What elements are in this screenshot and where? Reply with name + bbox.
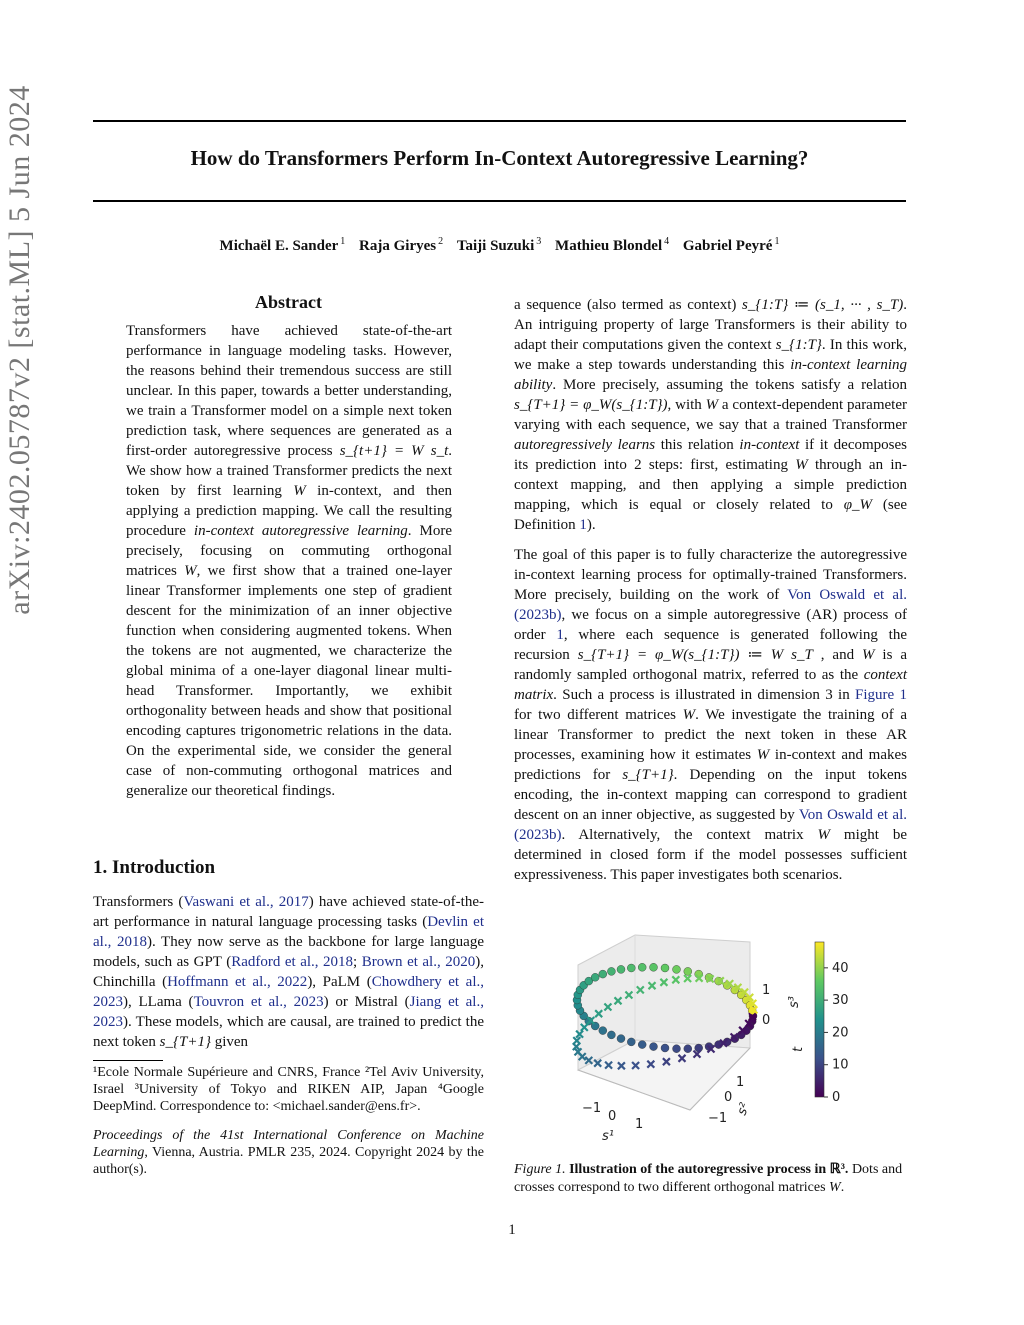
introduction-body: Transformers (Vaswani et al., 2017) have achieved state-of-the-art performance in natural language processing tasks (Devlin et al., 2018). They now serve as the backbone for large language models, such as GPT (Radford et al., 2018; Brown et al., 2020), Chinchilla (Hoffmann et al., 2022), PaLM (Chowdhery et al., 2023), LLama (Touvron et al., 2023) or Mistral (Jiang et al., 2023). These models, which are causal, are trained to predict the next token s_{T+1} given xyxy=(93,894,484,1050)
equation-link[interactable]: 1 xyxy=(556,627,564,643)
figure-caption: Figure 1. Illustration of the autoregressive process in ℝ³. Dots and crosses correspond to two different orthogonal matrices W. xyxy=(514,1162,903,1195)
citation-link[interactable]: Vaswani et al., 2017 xyxy=(183,894,309,910)
term: autoregressively learns xyxy=(514,437,656,453)
colorbar-tick-label: 20 xyxy=(832,1025,849,1041)
citation-link[interactable]: Hoffmann et al., 2022 xyxy=(167,974,308,990)
y-axis-label: s² xyxy=(734,1100,753,1118)
scatter-dot xyxy=(627,1038,635,1046)
citation-link[interactable]: Radford et al., 2018 xyxy=(231,954,354,970)
citation-link[interactable]: Von Oswald et al. (2023b) xyxy=(514,587,907,623)
z-tick-label: 0 xyxy=(762,1013,771,1028)
scatter-dot xyxy=(617,965,625,973)
page-number: 1 xyxy=(508,1222,516,1238)
z-axis-label: s³ xyxy=(787,996,802,1008)
scatter-dot xyxy=(695,1044,703,1052)
scatter-dot xyxy=(591,973,599,981)
figure-1 xyxy=(540,930,880,1155)
paper-title: How do Transformers Perform In-Context Autoregressive Learning? xyxy=(190,146,809,170)
citation-link[interactable]: Von Oswald et al. (2023b) xyxy=(514,807,907,843)
x-axis-label: s¹ xyxy=(602,1129,614,1144)
math: s_{t+1} = W s_t xyxy=(339,443,449,459)
figure-label: Figure 1. xyxy=(514,1162,566,1177)
term: in-context xyxy=(739,437,800,453)
definition-link[interactable]: 1 xyxy=(579,517,587,533)
scatter-dot xyxy=(673,1045,681,1053)
scatter-dot xyxy=(599,970,607,978)
colorbar xyxy=(815,942,824,1097)
scatter-dot xyxy=(684,967,692,975)
colorbar-label: t xyxy=(791,1046,806,1052)
colorbar-tick-label: 0 xyxy=(832,1090,841,1105)
author: Mathieu Blondel $^4$ xyxy=(555,236,670,254)
author: Raja Giryes $^2$ xyxy=(359,236,444,254)
x-tick-label: 1 xyxy=(635,1117,644,1132)
affiliations: ¹Ecole Normale Supérieure and CNRS, France ²Tel Aviv University, Israel ³University of Tokyo and RIKEN AIP, Japan ⁴Google DeepMind. Correspondence to: <michael.sander@ens.fr>. xyxy=(93,1065,484,1114)
citation-link[interactable]: Touvron et al., 2023 xyxy=(193,994,324,1010)
section-heading-introduction: 1. Introduction xyxy=(93,857,216,878)
3d-scatter-plot xyxy=(540,930,880,1155)
colorbar-tick-label: 30 xyxy=(832,993,849,1009)
term: in-context learning ability xyxy=(514,357,907,393)
citation-link[interactable]: Brown et al., 2020 xyxy=(361,954,476,970)
scatter-dot xyxy=(661,1044,669,1052)
citation-link[interactable]: Chowdhery et al., 2023 xyxy=(93,974,484,1010)
x-tick-label: −1 xyxy=(582,1101,602,1116)
term: in-context autoregressive learning xyxy=(193,523,408,539)
title-bottom-rule xyxy=(93,200,906,202)
scatter-dot xyxy=(638,963,646,971)
scatter-dot xyxy=(661,964,669,972)
author: Michaël E. Sander $^1$ xyxy=(219,236,346,254)
scatter-dot xyxy=(617,1035,625,1043)
colorbar-tick-label: 10 xyxy=(832,1057,849,1073)
proceedings-note: Proceedings of the 41st International Conference on Machine Learning, Vienna, Austria. PMLR 235, 2024. Copyright 2024 by the author(s). xyxy=(93,1128,484,1177)
abstract-body: Transformers have achieved state-of-the-art performance in language modeling tasks. However, the reasons behind their tremendous success are still unclear. In this paper, towards a better understanding, we train a Transformer model on a simple next token prediction task, where sequences are generated as a first-order autoregressive process s_{t+1} = W s_t. We show how a trained Transformer predicts the next token by first learning W in-context, and then applying a prediction mapping. We call the resulting procedure in-context autoregressive learning. More precisely, focusing on commuting orthogonal matrices W, we first show that a trained one-layer linear Transformer implements one step of gradient descent for the minimization of an inner objective function when considering augmented tokens. When the tokens are not augmented, we characterize the global minima of a one-layer diagonal linear multi-head Transformer. Importantly, we exhibit orthogonality between heads and show that positional encoding captures trigonometric relations in the data. On the experimental side, we consider the general case of non-commuting orthogonal matrices and generalize our theoretical findings. xyxy=(126,323,453,799)
citation-link[interactable]: Jiang et al., 2023 xyxy=(93,994,484,1030)
footnotes xyxy=(93,1064,484,1190)
y-tick-label: 1 xyxy=(736,1075,745,1090)
scatter-dot xyxy=(684,1045,692,1053)
colorbar-tick-label: 40 xyxy=(832,960,849,976)
scatter-dot xyxy=(638,1041,646,1049)
figure-link[interactable]: Figure 1 xyxy=(855,687,907,703)
y-tick-label: 0 xyxy=(724,1090,733,1105)
abstract-heading: Abstract xyxy=(255,292,322,312)
scatter-dot xyxy=(627,964,635,972)
author-list xyxy=(93,236,906,255)
right-column-body: a sequence (also termed as context) s_{1:T} ≔ (s_1, ··· , s_T). An intriguing property of large Transformers is their ability to adapt their computations given the context s_{1:T}. In this work, we make a step towards understanding this in-context learning ability. More precisely, assuming the tokens satisfy a relation s_{T+1} = φ_W(s_{1:T}), with W a context-dependent parameter varying with each sequence, we say that a trained Transformer autoregressively learns this relation in-context if it decomposes its prediction into 2 steps: first, estimating W through an in-context mapping, and then applying a simple prediction mapping, which is equal or closely related to φ_W (see Definition 1). The goal of this paper is to fully characterize the autoregressive in-context learning process for optimally-trained Transformers. More precisely, building on the work of Von Oswald et al. (2023b), we focus on a simple autoregressive (AR) process of order 1, where each sequence is generated following the recursion s_{T+1} = φ_W(s_{1:T}) ≔ W s_T , and W is a randomly sampled orthogonal matrix, referred to as the context matrix. Such a process is illustrated in dimension 3 in Figure 1 for two different matrices W. We investigate the training of a linear Transformer to predict the next token in these AR processes, examining how it estimates W in-context and makes predictions for s_{T+1}. Depending on the input tokens encoding, the in-context mapping can correspond to gradient descent on an inner objective, as suggested by Von Oswald et al. (2023b). Alternatively, the context matrix W might be determined in closed form if the model possesses sufficient expressiveness. This paper investigates both scenarios. xyxy=(514,297,908,883)
citation-link[interactable]: Devlin et al., 2018 xyxy=(93,914,484,950)
y-tick-label: −1 xyxy=(708,1111,728,1126)
colorbar-ticks xyxy=(824,961,849,1105)
scatter-dot xyxy=(607,967,615,975)
footnote-rule xyxy=(93,1060,163,1061)
author: Gabriel Peyré $^1$ xyxy=(682,236,780,254)
z-tick-label: 1 xyxy=(762,983,771,998)
scatter-dot xyxy=(650,963,658,971)
scatter-dot xyxy=(599,1027,607,1035)
scatter-dot xyxy=(673,965,681,973)
title-top-rule xyxy=(93,120,906,122)
term: context matrix xyxy=(514,667,907,703)
scatter-dot xyxy=(607,1031,615,1039)
x-tick-label: 0 xyxy=(608,1109,617,1124)
arxiv-stamp: arXiv:2402.05787v2 [stat.ML] 5 Jun 2024 xyxy=(3,85,36,615)
scatter-dot xyxy=(650,1043,658,1051)
author: Taiji Suzuki $^3$ xyxy=(456,236,542,254)
